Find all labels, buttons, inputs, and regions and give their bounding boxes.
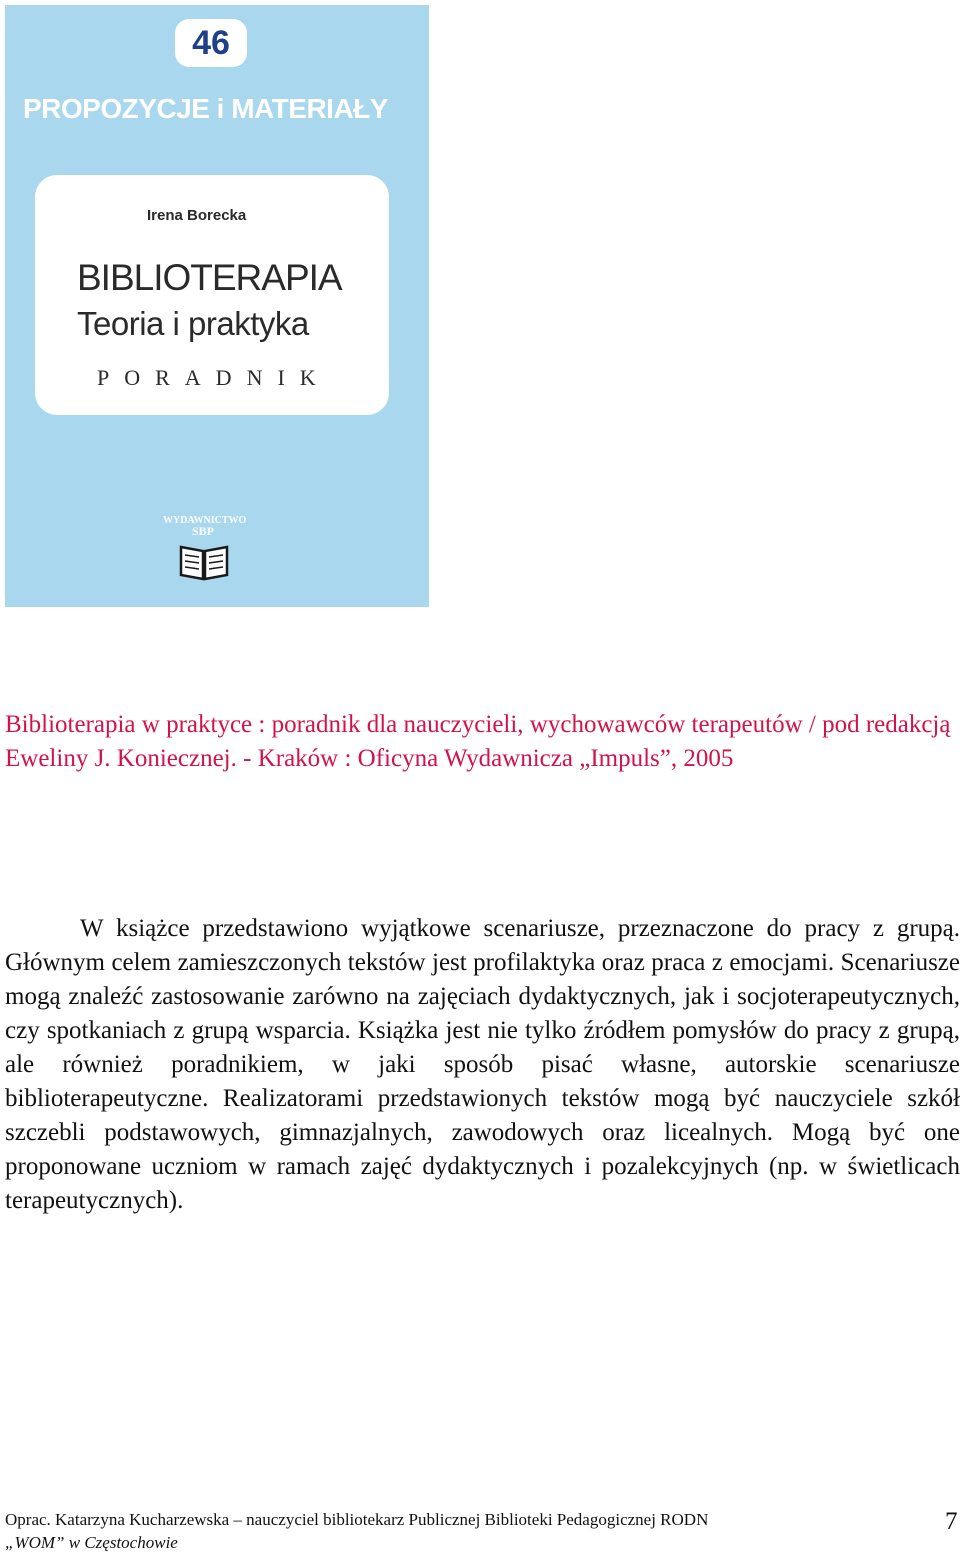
- series-title: PROPOZYCJE i MATERIAŁY: [23, 93, 388, 124]
- book-cover: [5, 5, 429, 607]
- book-title: BIBLIOTERAPIA: [77, 257, 342, 298]
- footer-author: Oprac. Katarzyna Kucharzewska – nauczyciel bibliotekarz Publicznej Biblioteki Pedagogicznej RODN: [5, 1510, 709, 1529]
- publisher-line: WYDAWNICTWO: [163, 515, 247, 526]
- book-description: W książce przedstawiono wyjątkowe scenariusze, przeznaczone do pracy z grupą. Głównym celem zamieszczonych tekstów jest profilaktyka oraz praca z emocjami. Scenariusze mogą znaleźć zastosowanie zarówno na zajęciach dydaktycznych, jak i socjoterapeutycznych, czy spotkaniach z grupą wsparcia. Książka jest nie tylko źródłem pomysłów do pracy z grupą, ale również poradnikiem, w jaki sposób pisać własne, autorskie scenariusze biblioterapeutyczne. Realizatorami przedstawionych tekstów mogą być nauczyciele szkół szczebli podstawowych, gimnazjalnych, zawodowych oraz licealnych. Mogą być one proponowane uczniom w ramach zajęć dydaktycznych i pozalekcyjnych (np. w świetlicach terapeutycznych).: [5, 915, 960, 1214]
- publisher-abbr: SBP: [191, 524, 214, 538]
- footer-institution: „WOM” w Częstochowie: [5, 1533, 178, 1552]
- book-subtitle: Teoria i praktyka: [77, 305, 309, 342]
- bibliographic-citation: Biblioterapia w praktyce : poradnik dla nauczycieli, wychowawców terapeutów / pod redakcją Eweliny J. Koniecznej. - Kraków : Oficyna Wydawnicza „Impuls”, 2005: [5, 711, 951, 772]
- publisher-name: [163, 515, 247, 538]
- book-type: PORADNIK: [97, 365, 331, 390]
- book-author: Irena Borecka: [147, 207, 247, 224]
- title-panel: [35, 175, 389, 415]
- page-footer: [5, 1508, 885, 1554]
- open-book-icon: [177, 541, 231, 581]
- page-number: 7: [945, 1508, 958, 1535]
- series-number: 46: [175, 19, 247, 67]
- publisher-logo: [163, 515, 247, 587]
